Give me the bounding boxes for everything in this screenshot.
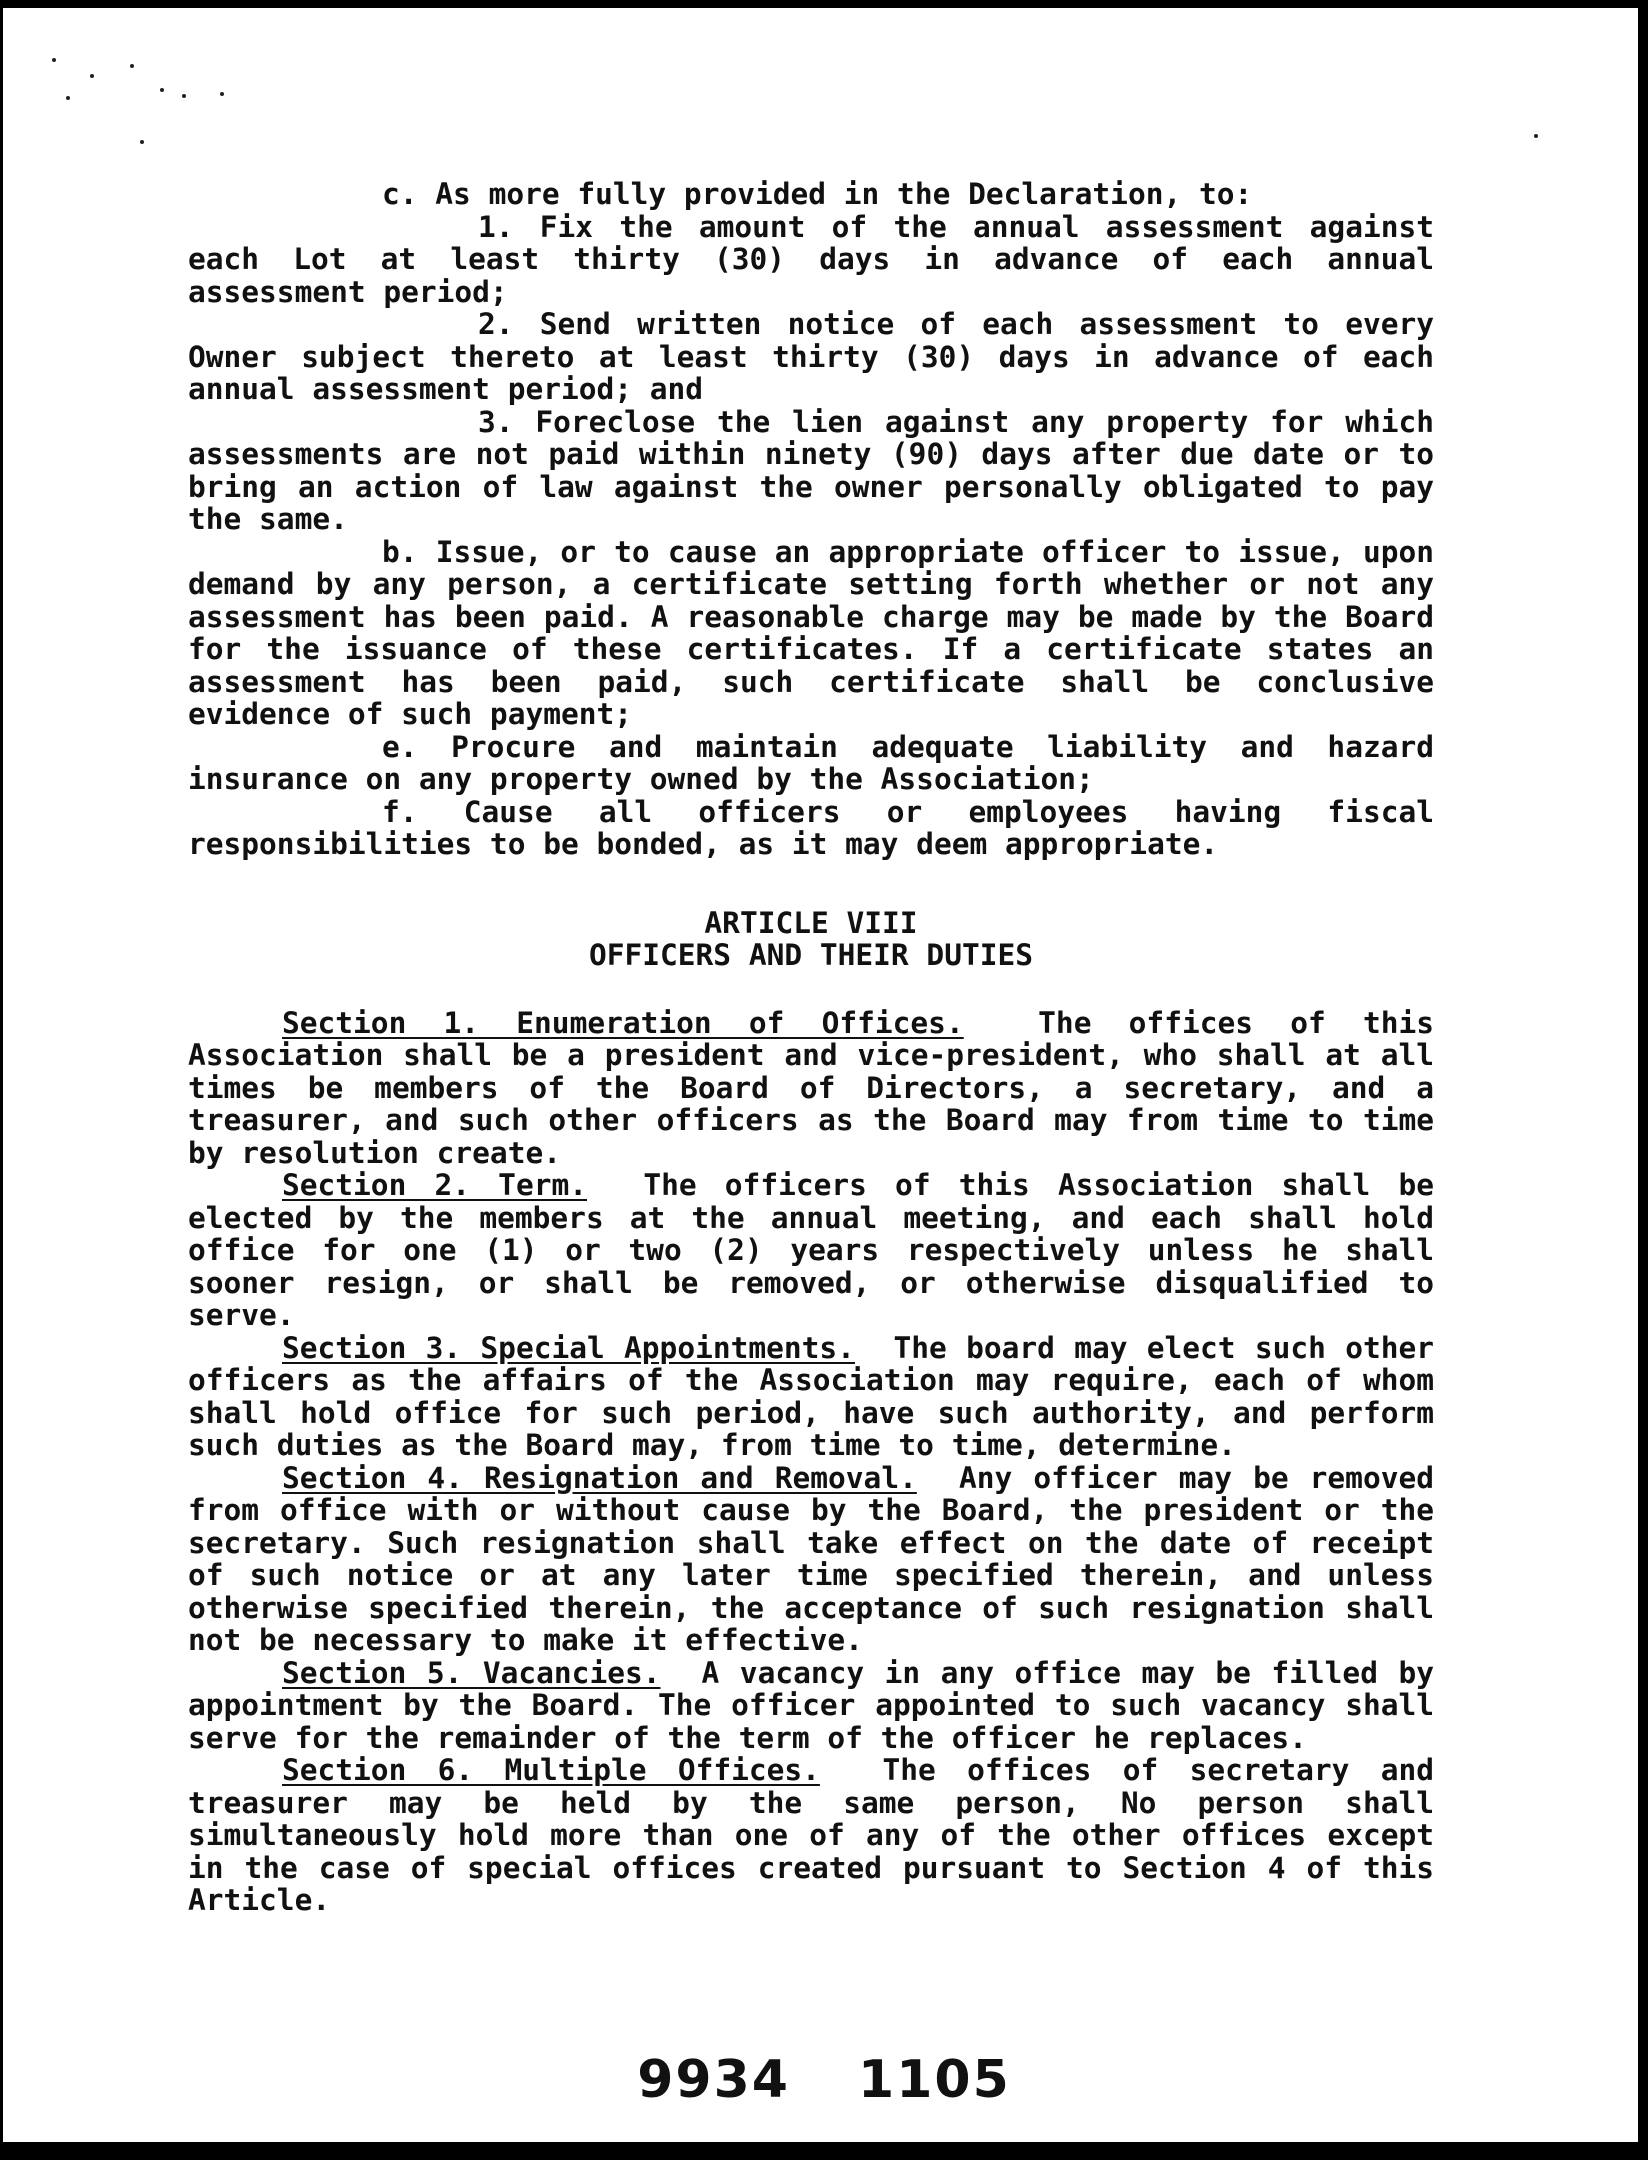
section-paragraph: [188, 1332, 1434, 1462]
section-paragraph: [188, 1462, 1434, 1657]
paragraph-c3: 3. Foreclose the lien against any property for which assessments are not paid within ninety (90) days after due date or to bring an action of law against the owner personally obligated to pay the same.: [188, 404, 1434, 536]
section-title: Section 4. Resignation and Removal.: [282, 1460, 917, 1495]
section-text: The offices of secretary and treasurer may be held by the same person, No person shall simultaneously hold more than one of any of the other offices except in the case of special offices created pursuant to Section 4 of this Article.: [188, 1753, 1434, 1917]
paragraph-e: e. Procure and maintain adequate liability and hazard insurance on any property owned by the Association;: [188, 729, 1434, 796]
paragraph-b: b. Issue, or to cause an appropriate officer to issue, upon demand by any person, a certificate setting forth whether or not any assessment has been paid. A reasonable charge may be made by the Board for the issuance of these certificates. If a certificate states an assessment has been paid, such certificate shall be conclusive evidence of such payment;: [188, 534, 1434, 731]
scan-speck: [52, 58, 56, 62]
section-title: Section 6. Multiple Offices.: [282, 1753, 820, 1787]
scan-border-bottom: [0, 2142, 1648, 2160]
section-title: Section 2. Term.: [282, 1168, 587, 1202]
scan-speck: [140, 140, 144, 144]
section-title: Section 3. Special Appointments.: [282, 1330, 855, 1365]
section-paragraph: [188, 1169, 1434, 1332]
section-title: Section 5. Vacancies.: [282, 1655, 661, 1690]
scan-speck: [160, 88, 164, 92]
section-paragraph: [188, 1007, 1434, 1170]
scan-border-right: [1638, 0, 1648, 2160]
section-paragraph: [188, 1754, 1434, 1917]
section-paragraph: [188, 1657, 1434, 1755]
scan-border-top: [0, 0, 1648, 8]
section-title: Section 1. Enumeration of Offices.: [282, 1005, 964, 1040]
section-text: The officers of this Association shall be elected by the members at the annual meeting, and each shall hold office for one (1) or two (2) years respectively unless he shall sooner resign, or shall be removed, or otherwise disqualified to serve.: [188, 1168, 1434, 1332]
article-number: ARTICLE VIII: [704, 905, 918, 940]
scan-speck: [130, 64, 134, 68]
section-text: A vacancy in any office may be filled by appointment by the Board. The officer appointed to such vacancy shall serve for the remainder of the term of the officer he replaces.: [188, 1655, 1434, 1755]
footer-number-right: 1105: [858, 2050, 1011, 2110]
scan-speck: [90, 74, 94, 78]
scan-speck: [182, 94, 186, 98]
page-footer-numbers: [0, 2050, 1648, 2110]
document-page: [188, 178, 1434, 1917]
scan-speck: [220, 92, 224, 96]
article-title: OFFICERS AND THEIR DUTIES: [588, 937, 1033, 972]
paragraph-f: f. Cause all officers or employees having fiscal responsibilities to be bonded, as it may deem appropriate.: [188, 794, 1434, 861]
paragraph-c2: 2. Send written notice of each assessment to every Owner subject thereto at least thirty (30) days in advance of each annual assessment period; and: [188, 307, 1434, 406]
section-text: The board may elect such other officers as the affairs of the Association may require, each of whom shall hold office for such period, have such authority, and perform such duties as the Board may, from time to time, determine.: [188, 1330, 1434, 1462]
section-text: The offices of this Association shall be a president and vice-president, who shall at all times be members of the Board of Directors, a secretary, and a treasurer, and such other officers as the Board may from time to time by resolution create.: [188, 1005, 1435, 1170]
paragraph-c: c. As more fully provided in the Declaration, to:: [382, 177, 1253, 211]
section-text: Any officer may be removed from office with or without cause by the Board, the president or the secretary. Such resignation shall take effect on the date of receipt of such notice or at any later time specified therein, and unless otherwise specified therein, the acceptance of such resignation shall not be necessary to make it effective.: [188, 1460, 1434, 1657]
scan-speck: [66, 96, 70, 100]
scan-speck: [1534, 134, 1538, 138]
footer-number-left: 9934: [637, 2050, 790, 2110]
scan-border-left: [0, 0, 3, 2160]
paragraph-c1: 1. Fix the amount of the annual assessment against each Lot at least thirty (30) days in advance of each annual assessment period;: [188, 209, 1434, 309]
